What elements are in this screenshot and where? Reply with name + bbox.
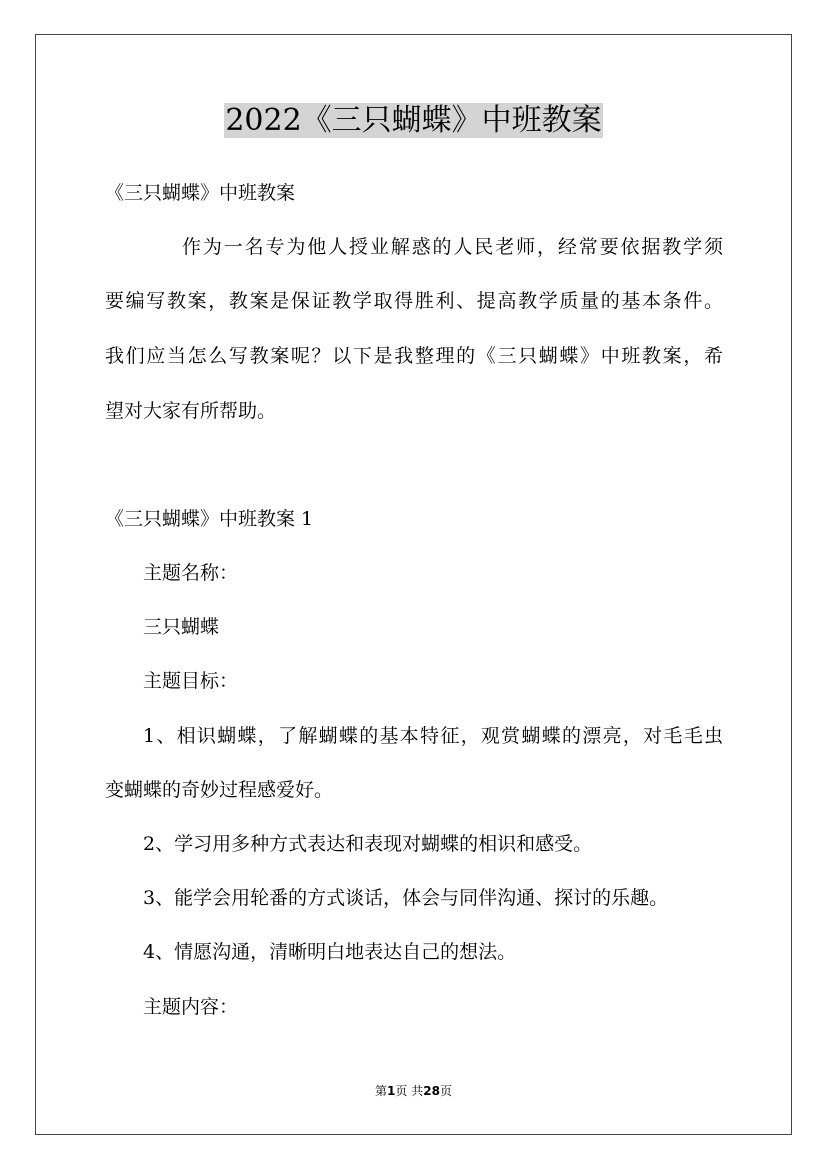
footer-mid: 页 共 — [395, 1084, 424, 1098]
document-subtitle: 《三只蝴蝶》中班教案 — [105, 182, 296, 204]
goal-line-1: 1、相识蝴蝶，了解蝴蝶的基本特征，观赏蝴蝶的漂亮，对毛毛虫 — [143, 725, 723, 747]
intro-line-1: 作为一名专为他人授业解惑的人民老师，经常要依据教学须 — [182, 236, 723, 258]
document-title — [0, 98, 827, 144]
theme-content-label: 主题内容： — [143, 996, 239, 1018]
intro-line-4: 望对大家有所帮助。 — [105, 400, 277, 422]
page-footer — [0, 1082, 827, 1100]
goal-line-4: 3、能学会用轮番的方式谈话，体会与同伴沟通、探讨的乐趣。 — [143, 887, 669, 909]
intro-line-3: 我们应当怎么写教案呢？以下是我整理的《三只蝴蝶》中班教案，希 — [105, 345, 723, 367]
goal-line-3: 2、学习用多种方式表达和表现对蝴蝶的相识和感受。 — [143, 833, 593, 855]
theme-name: 三只蝴蝶 — [143, 616, 220, 638]
footer-prefix: 第 — [375, 1084, 388, 1098]
goal-line-5: 4、情愿沟通，清晰明白地表达自己的想法。 — [143, 941, 517, 963]
goal-line-2: 变蝴蝶的奇妙过程感爱好。 — [105, 779, 334, 801]
theme-name-label: 主题名称： — [143, 562, 239, 584]
footer-suffix: 页 — [439, 1084, 452, 1098]
footer-page-current: 1 — [387, 1084, 396, 1098]
document-title-text: 2022《三只蝴蝶》中班教案 — [225, 103, 602, 138]
intro-line-2: 要编写教案，教案是保证教学取得胜利、提高教学质量的基本条件。 — [105, 290, 723, 312]
theme-goal-label: 主题目标： — [143, 670, 239, 692]
section-heading: 《三只蝴蝶》中班教案 1 — [105, 508, 314, 530]
footer-page-total: 28 — [423, 1084, 440, 1098]
